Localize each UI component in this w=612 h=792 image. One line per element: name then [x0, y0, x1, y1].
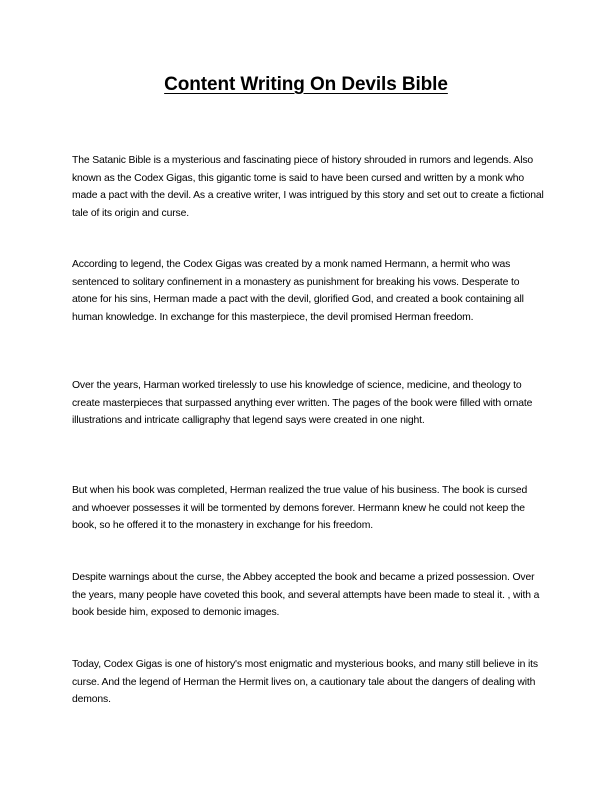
paragraph-curse: But when his book was completed, Herman realized the true value of his business. The book is cursed and whoever possesses it will be tormented by demons forever. Hermann knew he could not keep the book, so he offered it to the monastery in exchange for his freedom.: [72, 485, 528, 531]
paragraph-creation: Over the years, Harman worked tirelessly to use his knowledge of science, medicine, and theology to create masterpieces that surpassed anything ever written. The pages of the book were filled with ornate illustrations and intricate calligraphy that legend says were created in one night.: [72, 380, 533, 426]
paragraph-abbey: Despite warnings about the curse, the Abbey accepted the book and became a prized possession. Over the years, many people have coveted this book, and several attempts have been made to steal it. , with a book beside him, exposed to demonic images.: [72, 572, 540, 618]
page-title: Content Writing On Devils Bible: [164, 74, 448, 95]
paragraph-legend: According to legend, the Codex Gigas was created by a monk named Hermann, a hermit who was sentenced to solitary confinement in a monastery as punishment for breaking his vows. Desperate to atone for his sins, Herman made a pact with the devil, glorified God, and created a book containing all human knowledge. In exchange for this masterpiece, the devil promised Herman freedom.: [72, 259, 524, 323]
paragraph-conclusion: Today, Codex Gigas is one of history's most enigmatic and mysterious books, and many still believe in its curse. And the legend of Herman the Hermit lives on, a cautionary tale about the dangers of dealing with demons.: [72, 659, 538, 705]
paragraph-intro: The Satanic Bible is a mysterious and fascinating piece of history shrouded in rumors and legends. Also known as the Codex Gigas, this gigantic tome is said to have been cursed and written by a monk who made a pact with the devil. As a creative writer, I was intrigued by this story and set out to create a fictional tale of its origin and curse.: [72, 155, 544, 219]
